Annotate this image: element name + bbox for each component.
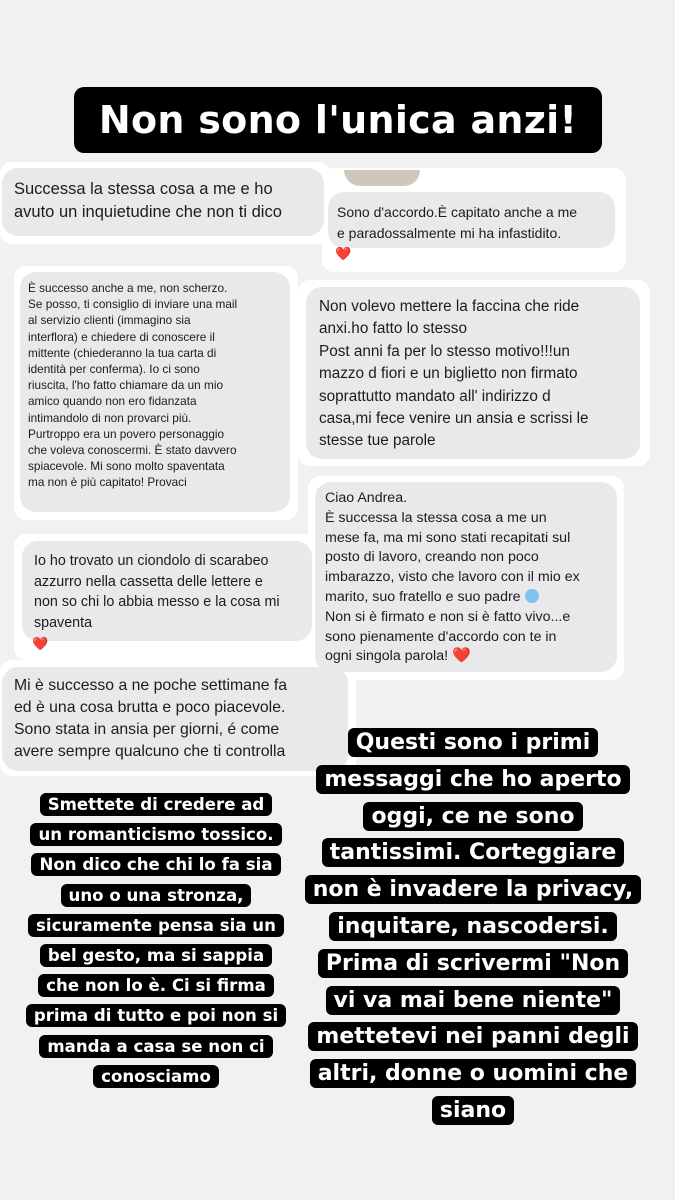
caption-line: Questi sono i primi: [348, 728, 599, 757]
caption-line: che non lo è. Ci si firma: [38, 974, 274, 997]
avatar: [344, 170, 420, 186]
story-title: Non sono l'unica anzi!: [74, 87, 602, 153]
caption-line: vi va mai bene niente": [326, 986, 621, 1015]
caption-line: inquitare, nascodersi.: [329, 912, 617, 941]
caption-line: tantissimi. Corteggiare: [322, 838, 625, 867]
heart-icon: ❤️: [452, 646, 471, 665]
caption-line: uno o una stronza,: [61, 884, 252, 907]
caption-line: mettetevi nei panni degli: [308, 1022, 637, 1051]
heart-reaction-icon: ❤️: [335, 247, 352, 262]
caption-line: messaggi che ho aperto: [316, 765, 629, 794]
caption-line: altri, donne o uomini che: [310, 1059, 637, 1088]
caption-line: bel gesto, ma si sappia: [40, 944, 272, 967]
caption-line: conosciamo: [93, 1065, 219, 1088]
caption-line: Smettete di credere ad: [40, 793, 273, 816]
caption-line: prima di tutto e poi non si: [26, 1004, 286, 1027]
caption-line: un romanticismo tossico.: [30, 823, 281, 846]
message-bubble: Io ho trovato un ciondolo di scarabeo azzurro nella cassetta delle lettere e non so chi lo abbia messo e la cosa mi spaventa: [22, 541, 312, 641]
message-bubble: Successa la stessa cosa a me e ho avuto un inquietudine che non ti dico: [2, 168, 324, 236]
caption-line: manda a casa se non ci: [39, 1035, 272, 1058]
caption-line: non è invadere la privacy,: [305, 875, 642, 904]
caption-line: Non dico che chi lo fa sia: [31, 853, 280, 876]
caption-line: siano: [432, 1096, 514, 1125]
cold-face-icon: [525, 589, 539, 603]
message-text: Ciao Andrea. È successa la stessa cosa a me un mese fa, ma mi sono stati recapitati sul posto di lavoro, creando non poco imbarazzo, visto che lavoro con il mio ex marito, suo fratello e suo padre: [325, 490, 580, 605]
message-bubble: [315, 482, 617, 672]
caption-right: [274, 725, 672, 1130]
message-bubble: È successo anche a me, non scherzo. Se posso, ti consiglio di inviare una mail al servizio clienti (immagino sia interflora) e chiedere di conoscere il mittente (chiederanno la tua carta di identità per conferma). Io ci sono riuscita, l'ho fatto chiamare da un mio amico quando non ero fidanzata intimandolo di non provarci più. Purtroppo era un povero personaggio che voleva conoscermi. È stato davvero spiacevole. Mi sono molto spaventata ma non è più capitato! Provaci: [20, 272, 290, 512]
caption-line: sicuramente pensa sia un: [28, 914, 284, 937]
message-bubble: Sono d'accordo.È capitato anche a me e paradossalmente mi ha infastidito.: [328, 192, 615, 248]
caption-left: [11, 790, 301, 1092]
caption-line: oggi, ce ne sono: [363, 802, 582, 831]
message-bubble: Non volevo mettere la faccina che ride anxi.ho fatto lo stesso Post anni fa per lo stesso motivo!!!un mazzo d fiori e un biglietto non firmato soprattutto mandato all' indirizzo d casa,mi fece venire un ansia e scrissi le stesse tue parole: [306, 287, 640, 459]
caption-line: Prima di scrivermi "Non: [318, 949, 628, 978]
heart-reaction-icon: ❤️: [32, 637, 49, 652]
message-text: Non si è firmato e non si è fatto vivo...e sono pienamente d'accordo con te in ogni singola parola!: [325, 608, 571, 665]
message-bubble: Mi è successo a ne poche settimane fa ed è una cosa brutta e poco piacevole. Sono stata in ansia per giorni, é come avere sempre qualcuno che ti controlla: [2, 667, 348, 771]
